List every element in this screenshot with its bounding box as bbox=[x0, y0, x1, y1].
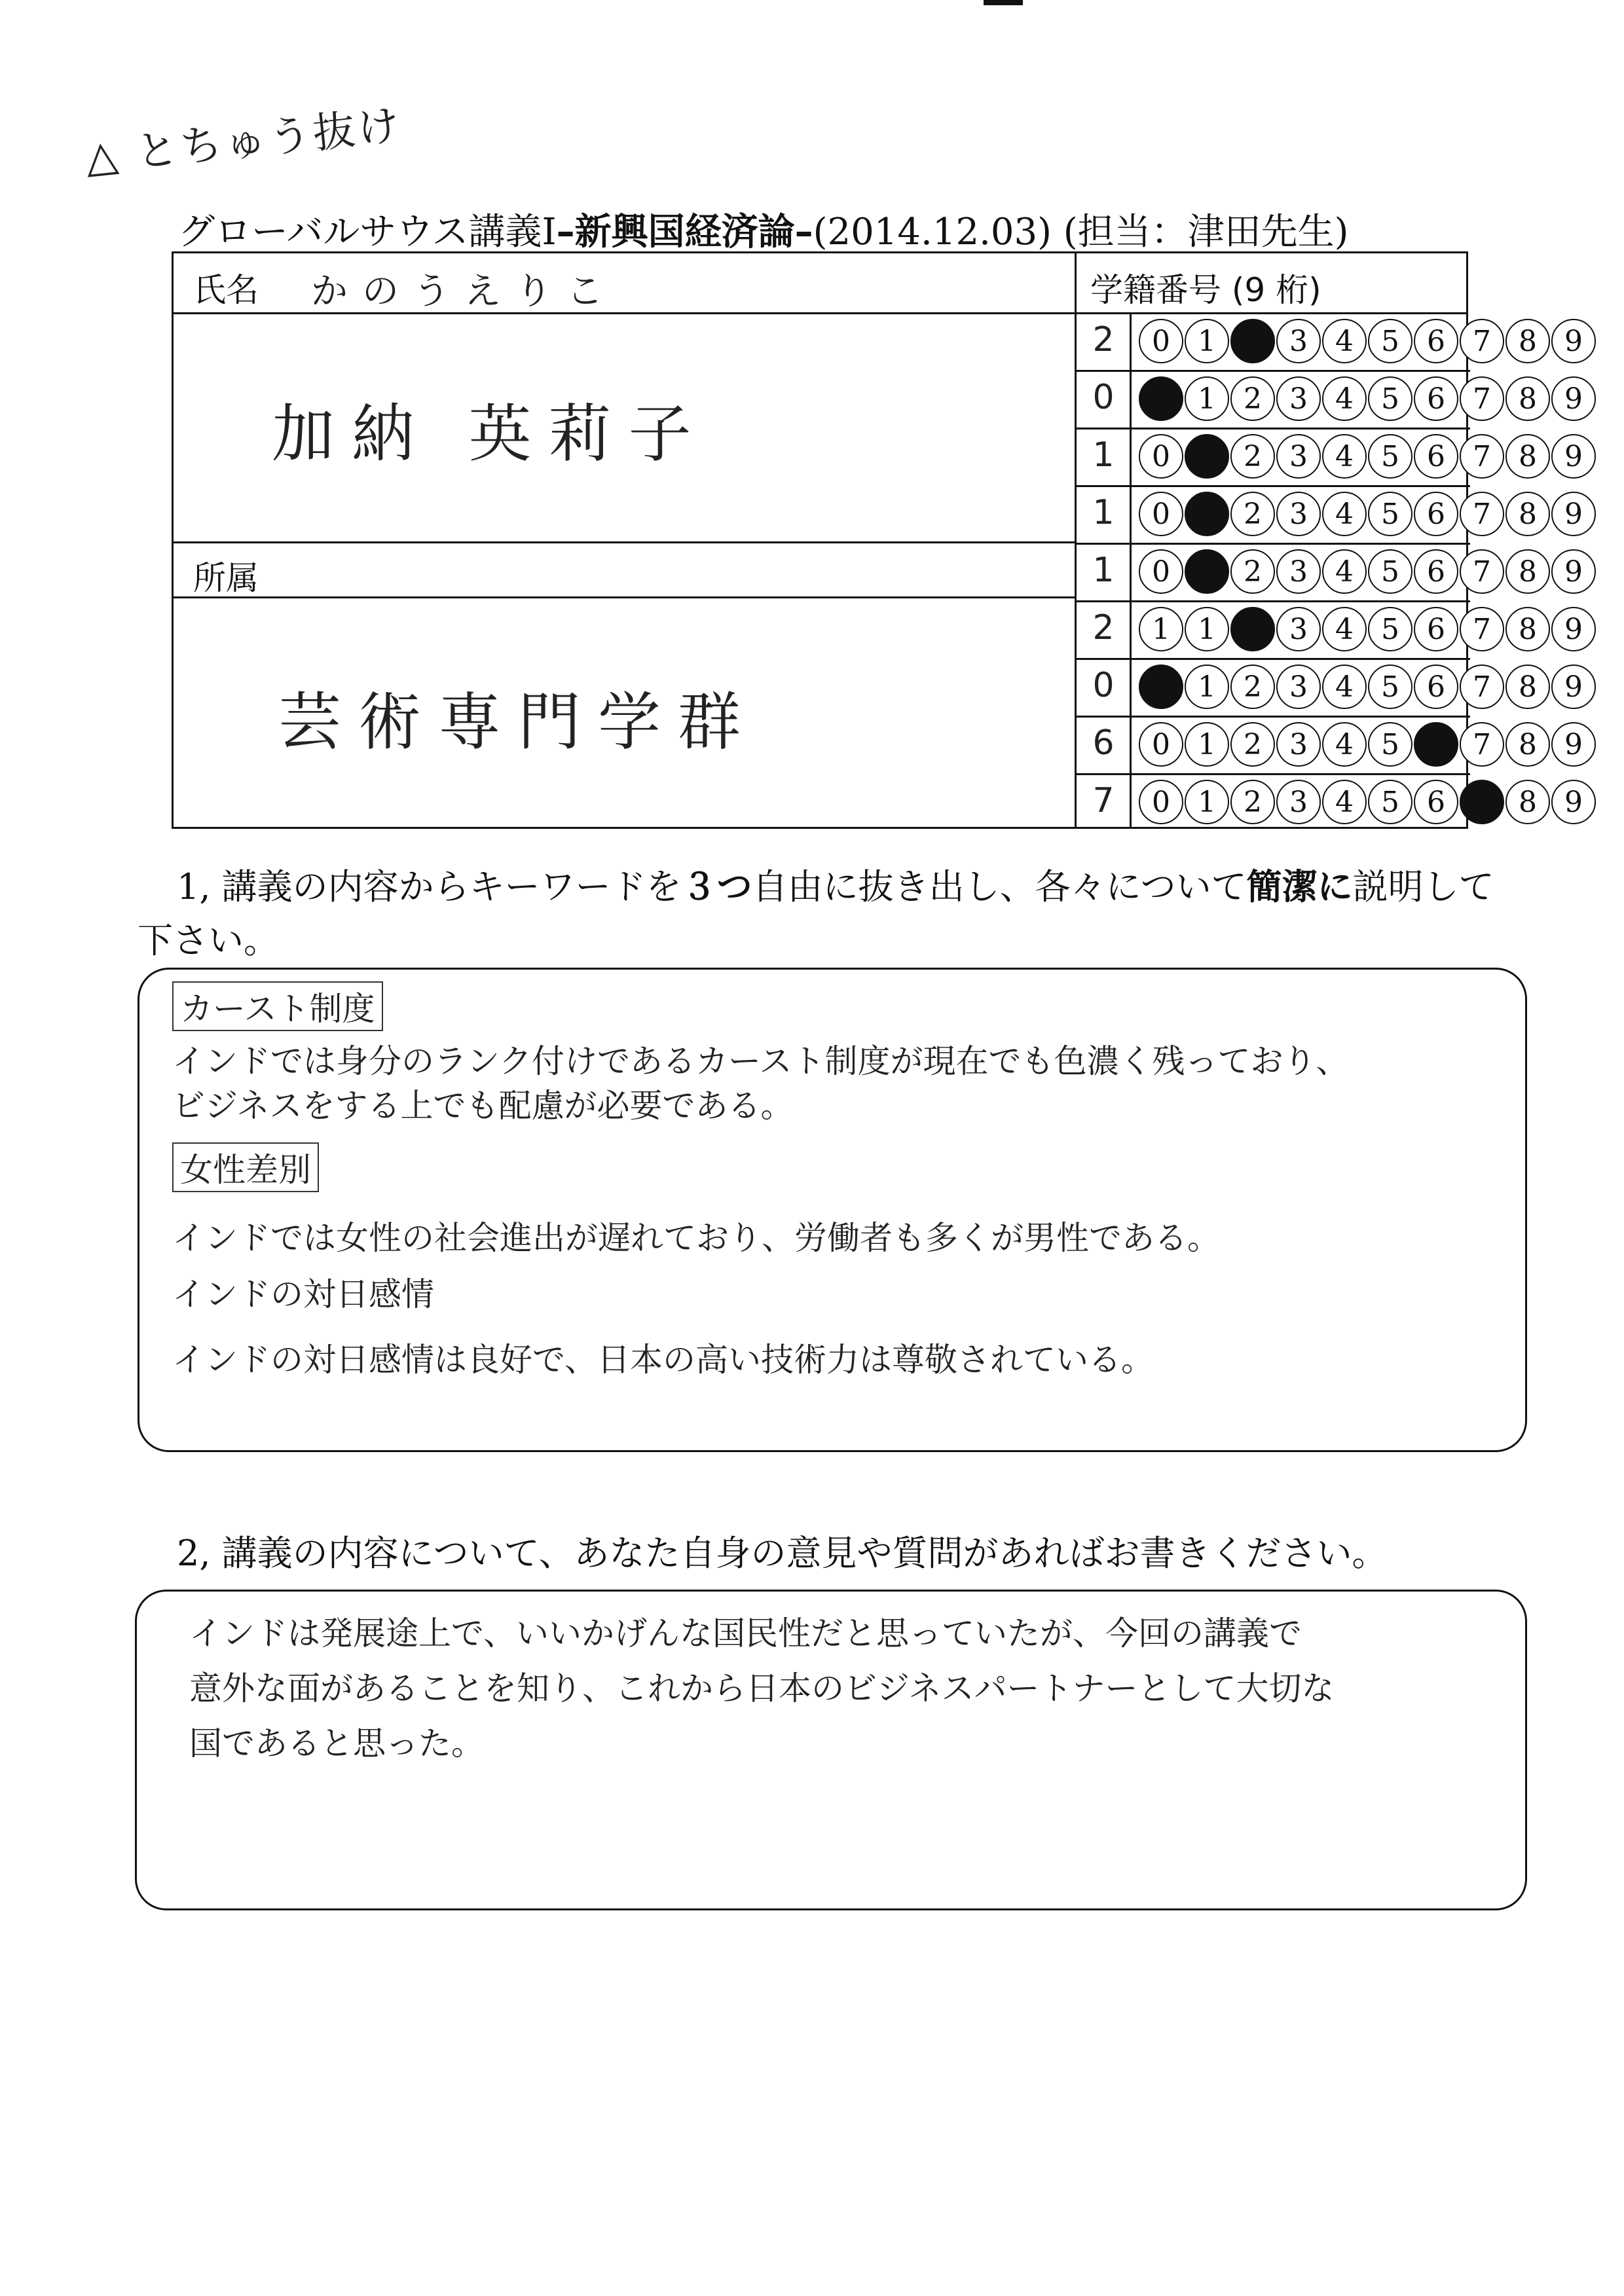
id-bubble[interactable]: 1 bbox=[1185, 722, 1229, 767]
student-id-digit: 6 bbox=[1092, 723, 1115, 763]
id-bubble[interactable]: 2 bbox=[1230, 319, 1275, 363]
id-bubble[interactable]: 6 bbox=[1414, 665, 1458, 709]
answer-2-line: 意外な面があることを知り、これから日本のビジネスパートナーとして大切な bbox=[189, 1669, 1335, 1707]
id-bubble[interactable]: 3 bbox=[1276, 549, 1321, 594]
id-bubble[interactable]: 1 bbox=[1185, 434, 1229, 479]
title-prefix: グローバルサウス講義Ⅰ bbox=[178, 211, 557, 253]
id-bubble[interactable]: 1 bbox=[1185, 780, 1229, 824]
id-bubble[interactable]: 1 bbox=[1185, 376, 1229, 421]
student-id-digit: 0 bbox=[1092, 666, 1115, 705]
table-rule bbox=[1075, 370, 1470, 372]
id-bubble[interactable]: 5 bbox=[1368, 549, 1412, 594]
table-rule bbox=[1075, 658, 1470, 660]
bubble-row bbox=[1139, 722, 1596, 767]
bubble-row bbox=[1139, 549, 1596, 594]
q1-text-bold-count: ３つ bbox=[681, 866, 752, 907]
id-bubble[interactable]: 0 bbox=[1139, 319, 1183, 363]
id-bubble[interactable]: 5 bbox=[1368, 319, 1412, 363]
id-bubble[interactable]: 5 bbox=[1368, 607, 1412, 651]
id-bubble[interactable]: 4 bbox=[1322, 722, 1367, 767]
id-bubble[interactable]: 3 bbox=[1276, 722, 1321, 767]
id-bubble[interactable]: 1 bbox=[1139, 607, 1183, 651]
id-bubble[interactable]: 4 bbox=[1322, 319, 1367, 363]
affiliation-value[interactable]: 芸術専門学群 bbox=[278, 685, 758, 759]
id-bubble[interactable]: 9 bbox=[1551, 607, 1596, 651]
id-bubble[interactable]: 5 bbox=[1368, 434, 1412, 479]
id-bubble[interactable]: 4 bbox=[1322, 376, 1367, 421]
id-bubble[interactable]: 7 bbox=[1460, 780, 1504, 824]
id-bubble[interactable]: 8 bbox=[1505, 549, 1550, 594]
id-bubble[interactable]: 8 bbox=[1505, 607, 1550, 651]
id-bubble[interactable]: 3 bbox=[1276, 780, 1321, 824]
id-bubble[interactable]: 2 bbox=[1230, 780, 1275, 824]
id-bubble[interactable]: 6 bbox=[1414, 722, 1458, 767]
id-bubble[interactable]: 9 bbox=[1551, 722, 1596, 767]
id-bubble[interactable]: 6 bbox=[1414, 549, 1458, 594]
student-id-digit: 1 bbox=[1092, 493, 1115, 532]
table-rule bbox=[1075, 773, 1470, 775]
id-bubble[interactable]: 9 bbox=[1551, 780, 1596, 824]
id-bubble[interactable]: 0 bbox=[1139, 434, 1183, 479]
id-bubble[interactable]: 9 bbox=[1551, 434, 1596, 479]
id-bubble[interactable]: 4 bbox=[1322, 492, 1367, 536]
id-bubble[interactable]: 9 bbox=[1551, 665, 1596, 709]
id-bubble[interactable]: 4 bbox=[1322, 549, 1367, 594]
id-bubble[interactable]: 8 bbox=[1505, 319, 1550, 363]
id-bubble[interactable]: 2 bbox=[1230, 722, 1275, 767]
id-bubble[interactable]: 4 bbox=[1322, 780, 1367, 824]
table-rule bbox=[1075, 543, 1470, 545]
id-bubble[interactable]: 4 bbox=[1322, 434, 1367, 479]
q1-text-bold-concise: 簡潔に bbox=[1246, 866, 1353, 907]
name-label: 氏名 bbox=[193, 271, 259, 309]
id-bubble[interactable]: 9 bbox=[1551, 319, 1596, 363]
id-bubble[interactable]: 2 bbox=[1230, 492, 1275, 536]
page-title bbox=[178, 203, 1349, 255]
bubble-row bbox=[1139, 665, 1596, 709]
student-info-table bbox=[172, 251, 1583, 829]
title-teacher: (担当：津田先生) bbox=[1063, 211, 1349, 253]
id-bubble[interactable]: 5 bbox=[1368, 376, 1412, 421]
id-bubble[interactable]: 0 bbox=[1139, 549, 1183, 594]
keyword-heading-3: インドの対日感情 bbox=[172, 1275, 434, 1313]
answer-box-1[interactable] bbox=[138, 968, 1527, 1452]
id-bubble[interactable]: 3 bbox=[1276, 665, 1321, 709]
answer-box-2[interactable] bbox=[135, 1590, 1527, 1910]
id-bubble[interactable]: 2 bbox=[1230, 607, 1275, 651]
q1-text-e: 説明して bbox=[1352, 866, 1494, 907]
id-bubble[interactable]: 7 bbox=[1460, 434, 1504, 479]
table-rule bbox=[1075, 428, 1470, 429]
title-subtitle: –新興国経済論– bbox=[556, 211, 813, 253]
id-bubble[interactable]: 7 bbox=[1460, 376, 1504, 421]
id-bubble[interactable]: 6 bbox=[1414, 319, 1458, 363]
q1-text-a: 1, 講義の内容からキーワードを bbox=[177, 866, 682, 907]
id-bubble[interactable]: 6 bbox=[1414, 434, 1458, 479]
id-bubble[interactable]: 7 bbox=[1460, 665, 1504, 709]
id-bubble[interactable]: 7 bbox=[1460, 492, 1504, 536]
id-bubble[interactable]: 1 bbox=[1185, 492, 1229, 536]
student-id-digit: 0 bbox=[1092, 378, 1115, 417]
bubble-row bbox=[1139, 607, 1596, 651]
id-bubble[interactable]: 0 bbox=[1139, 376, 1183, 421]
id-bubble[interactable]: 4 bbox=[1322, 665, 1367, 709]
bubble-row bbox=[1139, 780, 1596, 824]
table-rule bbox=[1075, 485, 1470, 487]
student-id-label: 学籍番号 (9 桁) bbox=[1090, 271, 1321, 309]
bubble-row bbox=[1139, 492, 1596, 536]
answer-1-line: インドの対日感情は良好で、日本の高い技術力は尊敬されている。 bbox=[172, 1341, 1154, 1379]
keyword-heading-2: 女性差別 bbox=[172, 1142, 319, 1192]
q1-text-c: 自由に抜き出し、各々について bbox=[752, 866, 1247, 907]
id-bubble[interactable]: 4 bbox=[1322, 607, 1367, 651]
id-bubble[interactable]: 8 bbox=[1505, 434, 1550, 479]
id-bubble[interactable]: 8 bbox=[1505, 665, 1550, 709]
bubble-row bbox=[1139, 376, 1596, 421]
bubble-row bbox=[1139, 434, 1596, 479]
id-bubble[interactable]: 2 bbox=[1230, 549, 1275, 594]
id-bubble[interactable]: 8 bbox=[1505, 376, 1550, 421]
question-1 bbox=[177, 859, 1494, 909]
student-id-digit: 1 bbox=[1092, 551, 1115, 590]
id-bubble[interactable]: 7 bbox=[1460, 722, 1504, 767]
title-date: (2014.12.03) bbox=[813, 211, 1052, 253]
id-bubble[interactable]: 0 bbox=[1139, 665, 1183, 709]
grading-note: △ とちゅう抜け bbox=[83, 101, 405, 183]
id-bubble[interactable]: 7 bbox=[1460, 549, 1504, 594]
table-rule bbox=[174, 541, 1075, 543]
id-bubble[interactable]: 0 bbox=[1139, 722, 1183, 767]
id-bubble[interactable]: 1 bbox=[1185, 319, 1229, 363]
answer-1-line: ビジネスをする上でも配慮が必要である。 bbox=[172, 1087, 794, 1125]
id-bubble[interactable]: 9 bbox=[1551, 549, 1596, 594]
question-2: 2, 講義の内容について、あなた自身の意見や質問があればお書きください。 bbox=[177, 1533, 1388, 1574]
page-edge-mark bbox=[984, 0, 1023, 5]
id-bubble[interactable]: 5 bbox=[1368, 492, 1412, 536]
id-bubble[interactable]: 8 bbox=[1505, 492, 1550, 536]
id-bubble[interactable]: 8 bbox=[1505, 780, 1550, 824]
id-bubble[interactable]: 9 bbox=[1551, 376, 1596, 421]
id-bubble[interactable]: 2 bbox=[1230, 665, 1275, 709]
id-bubble[interactable]: 3 bbox=[1276, 492, 1321, 536]
id-bubble[interactable]: 3 bbox=[1276, 319, 1321, 363]
id-bubble[interactable]: 1 bbox=[1185, 665, 1229, 709]
keyword-heading-1: カースト制度 bbox=[172, 981, 383, 1031]
id-bubble[interactable]: 3 bbox=[1276, 434, 1321, 479]
id-bubble[interactable]: 7 bbox=[1460, 319, 1504, 363]
bubble-row bbox=[1139, 319, 1596, 363]
name-furigana[interactable]: かのうえりこ bbox=[311, 270, 618, 313]
id-bubble[interactable]: 2 bbox=[1230, 434, 1275, 479]
id-bubble[interactable]: 6 bbox=[1414, 492, 1458, 536]
student-id-digit: 7 bbox=[1092, 781, 1115, 820]
id-bubble[interactable]: 5 bbox=[1368, 722, 1412, 767]
id-bubble[interactable]: 8 bbox=[1505, 722, 1550, 767]
id-bubble[interactable]: 6 bbox=[1414, 376, 1458, 421]
id-bubble[interactable]: 9 bbox=[1551, 492, 1596, 536]
id-bubble[interactable]: 3 bbox=[1276, 376, 1321, 421]
answer-1-line: インドでは女性の社会進出が遅れており、労働者も多くが男性である。 bbox=[172, 1219, 1220, 1257]
id-bubble[interactable]: 0 bbox=[1139, 492, 1183, 536]
student-id-digit: 2 bbox=[1092, 320, 1115, 359]
name-value[interactable]: 加納 英莉子 bbox=[272, 397, 709, 471]
question-1-line-2: 下さい。 bbox=[138, 920, 279, 961]
student-id-digit: 2 bbox=[1092, 608, 1115, 647]
id-bubble[interactable]: 5 bbox=[1368, 780, 1412, 824]
answer-2-line: インドは発展途上で、いいかげんな国民性だと思っていたが、今回の講義で bbox=[189, 1614, 1302, 1652]
affiliation-label: 所属 bbox=[193, 559, 259, 597]
id-bubble[interactable]: 7 bbox=[1460, 607, 1504, 651]
student-id-digit: 1 bbox=[1092, 435, 1115, 475]
answer-2-line: 国であると思った。 bbox=[189, 1724, 484, 1762]
table-rule bbox=[1075, 600, 1470, 602]
id-bubble[interactable]: 1 bbox=[1185, 607, 1229, 651]
id-bubble[interactable]: 6 bbox=[1414, 607, 1458, 651]
answer-1-line: インドでは身分のランク付けであるカースト制度が現在でも色濃く残っており、 bbox=[172, 1042, 1349, 1080]
id-bubble[interactable]: 3 bbox=[1276, 607, 1321, 651]
id-bubble[interactable]: 0 bbox=[1139, 780, 1183, 824]
table-rule bbox=[1075, 716, 1470, 718]
id-bubble[interactable]: 5 bbox=[1368, 665, 1412, 709]
table-rule bbox=[174, 596, 1075, 598]
id-bubble[interactable]: 6 bbox=[1414, 780, 1458, 824]
id-bubble[interactable]: 1 bbox=[1185, 549, 1229, 594]
id-bubble[interactable]: 2 bbox=[1230, 376, 1275, 421]
